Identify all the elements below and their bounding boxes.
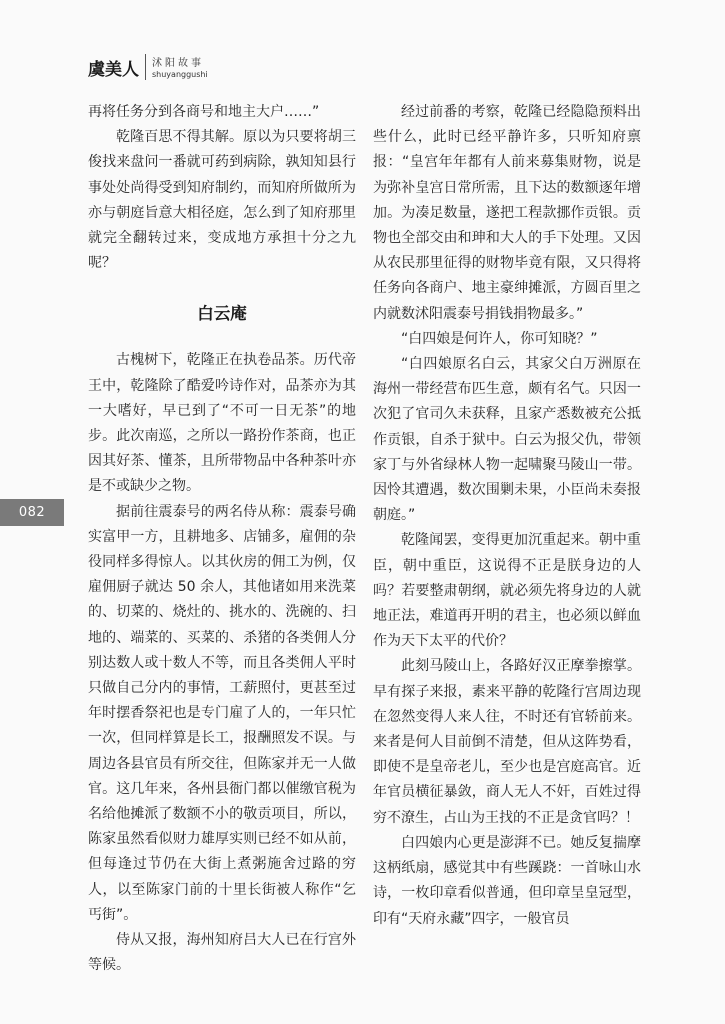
paragraph: 乾隆闻罢，变得更加沉重起来。朝中重臣，朝中重臣，这说得不正是朕身边的人吗？若要整肃朝纲，就必须先将身边的人就地正法，难道再开明的君主，也必须以鲜血作为天下太平的代价？ bbox=[373, 532, 641, 650]
paragraph: 再将任务分到各商号和地主大户……” bbox=[88, 104, 320, 120]
section-label-chinese: 沭阳故事 bbox=[152, 58, 204, 69]
paragraph: 侍从又报，海州知府吕大人已在行宫外等候。 bbox=[88, 932, 356, 974]
paragraph: 古槐树下，乾隆正在执卷品茶。历代帝王中，乾隆除了酷爱吟诗作对，品茶亦为其一大嗜好，早已到了“不可一日无茶”的地步。此次南巡，之所以一路扮作茶商，也正因其好茶、懂茶，且所带物品中各种茶叶亦是不或缺少之物。 bbox=[88, 352, 356, 495]
paragraph: “白四娘是何许人，你可知晓？” bbox=[401, 330, 598, 347]
paragraph: 据前往震泰号的两名侍从称：震泰号确实富甲一方，且耕地多、店铺多，雇佣的杂役同样多得惊人。以其伙房的佣工为例，仅雇佣厨子就达 50 余人，其他诸如用来洗菜的、切菜的、烧灶的、挑水的、洗碗的、扫地的、端菜的、买菜的、杀猪的各类佣人分别达数人或十数人不等，而且各类佣人平时只做自己分内的事情，工薪照付，更甚至过年时摆香祭祀也是专门雇了人的，一年只忙一次，但同样算是长工，报酬照发不误。与周边各县官员有所交往，但陈家并无一人做官。这几年来，各州县衙门都以催缴官税为名给他摊派了数额不小的敬贡项目，所以，陈家虽然看似财力雄厚实则已经不如从前，但每逢过节仍在大街上煮粥施舍过路的穷人，以至陈家门前的十里长街被人称作“乞丐街”。 bbox=[88, 503, 356, 923]
right-column bbox=[373, 100, 641, 932]
paragraph: 乾隆百思不得其解。原以为只要将胡三俊找来盘问一番就可药到病除，孰知知县行事处处尚得受到知府制约，而知府所做所为亦与朝庭旨意大相径庭，怎么到了知府那里就完全翻转过来，变成地方承担十分之九呢？ bbox=[88, 129, 356, 272]
paragraph: “白四娘原名白云，其家父白万洲原在海州一带经营布匹生意，颇有名气。只因一次犯了官司久未获释，且家产悉数被充公抵作贡银，自杀于狱中。白云为报父仇，带领家丁与外省绿林人物一起啸聚马陵山一带。因怜其遭遇，数次围剿未果，小臣尚未奏报朝庭。” bbox=[373, 356, 641, 524]
section-heading: 白云庵 bbox=[197, 304, 247, 324]
paragraph: 经过前番的考察，乾隆已经隐隐预料出些什么，此时已经平静许多，只听知府禀报：“皇宫年年都有人前来募集财物，说是为弥补皇宫日常所需，且下达的数额逐年增加。为凑足数量，遂把工程款挪作贡银。贡物也全部交由和珅和大人的手下处理。又因从农民那里征得的财物毕竟有限，又只得将任务向各商户、地主豪绅摊派，方圆百里之内就数沭阳震泰号捐钱捐物最多。” bbox=[373, 104, 641, 322]
running-header bbox=[88, 52, 208, 80]
paragraph: 白四娘内心更是澎湃不已。她反复揣摩这柄纸扇，感觉其中有些蹊跷：一首咏山水诗，一枚印章看似普通，但印章呈皇冠型，印有“天府永藏”四字，一般官员 bbox=[373, 834, 641, 927]
magazine-column-title: 虞美人 bbox=[88, 60, 139, 80]
section-label-pinyin: shuyanggushi bbox=[152, 70, 208, 79]
header-divider bbox=[145, 54, 146, 80]
left-column bbox=[88, 100, 356, 979]
paragraph: 此刻马陵山上，各路好汉正摩拳擦掌。早有探子来报，素来平静的乾隆行宫周边现在忽然变得人来人往，不时还有官轿前来。来者是何人目前倒不清楚，但从这阵势看，即使不是皇帝老儿，至少也是宫庭高官。近年官员横征暴敛，商人无人不奸，百姓过得穷不潦生，占山为王找的不正是贪官吗？！ bbox=[373, 658, 641, 826]
section-label bbox=[152, 58, 208, 80]
page-number-tab: 082 bbox=[0, 499, 64, 526]
